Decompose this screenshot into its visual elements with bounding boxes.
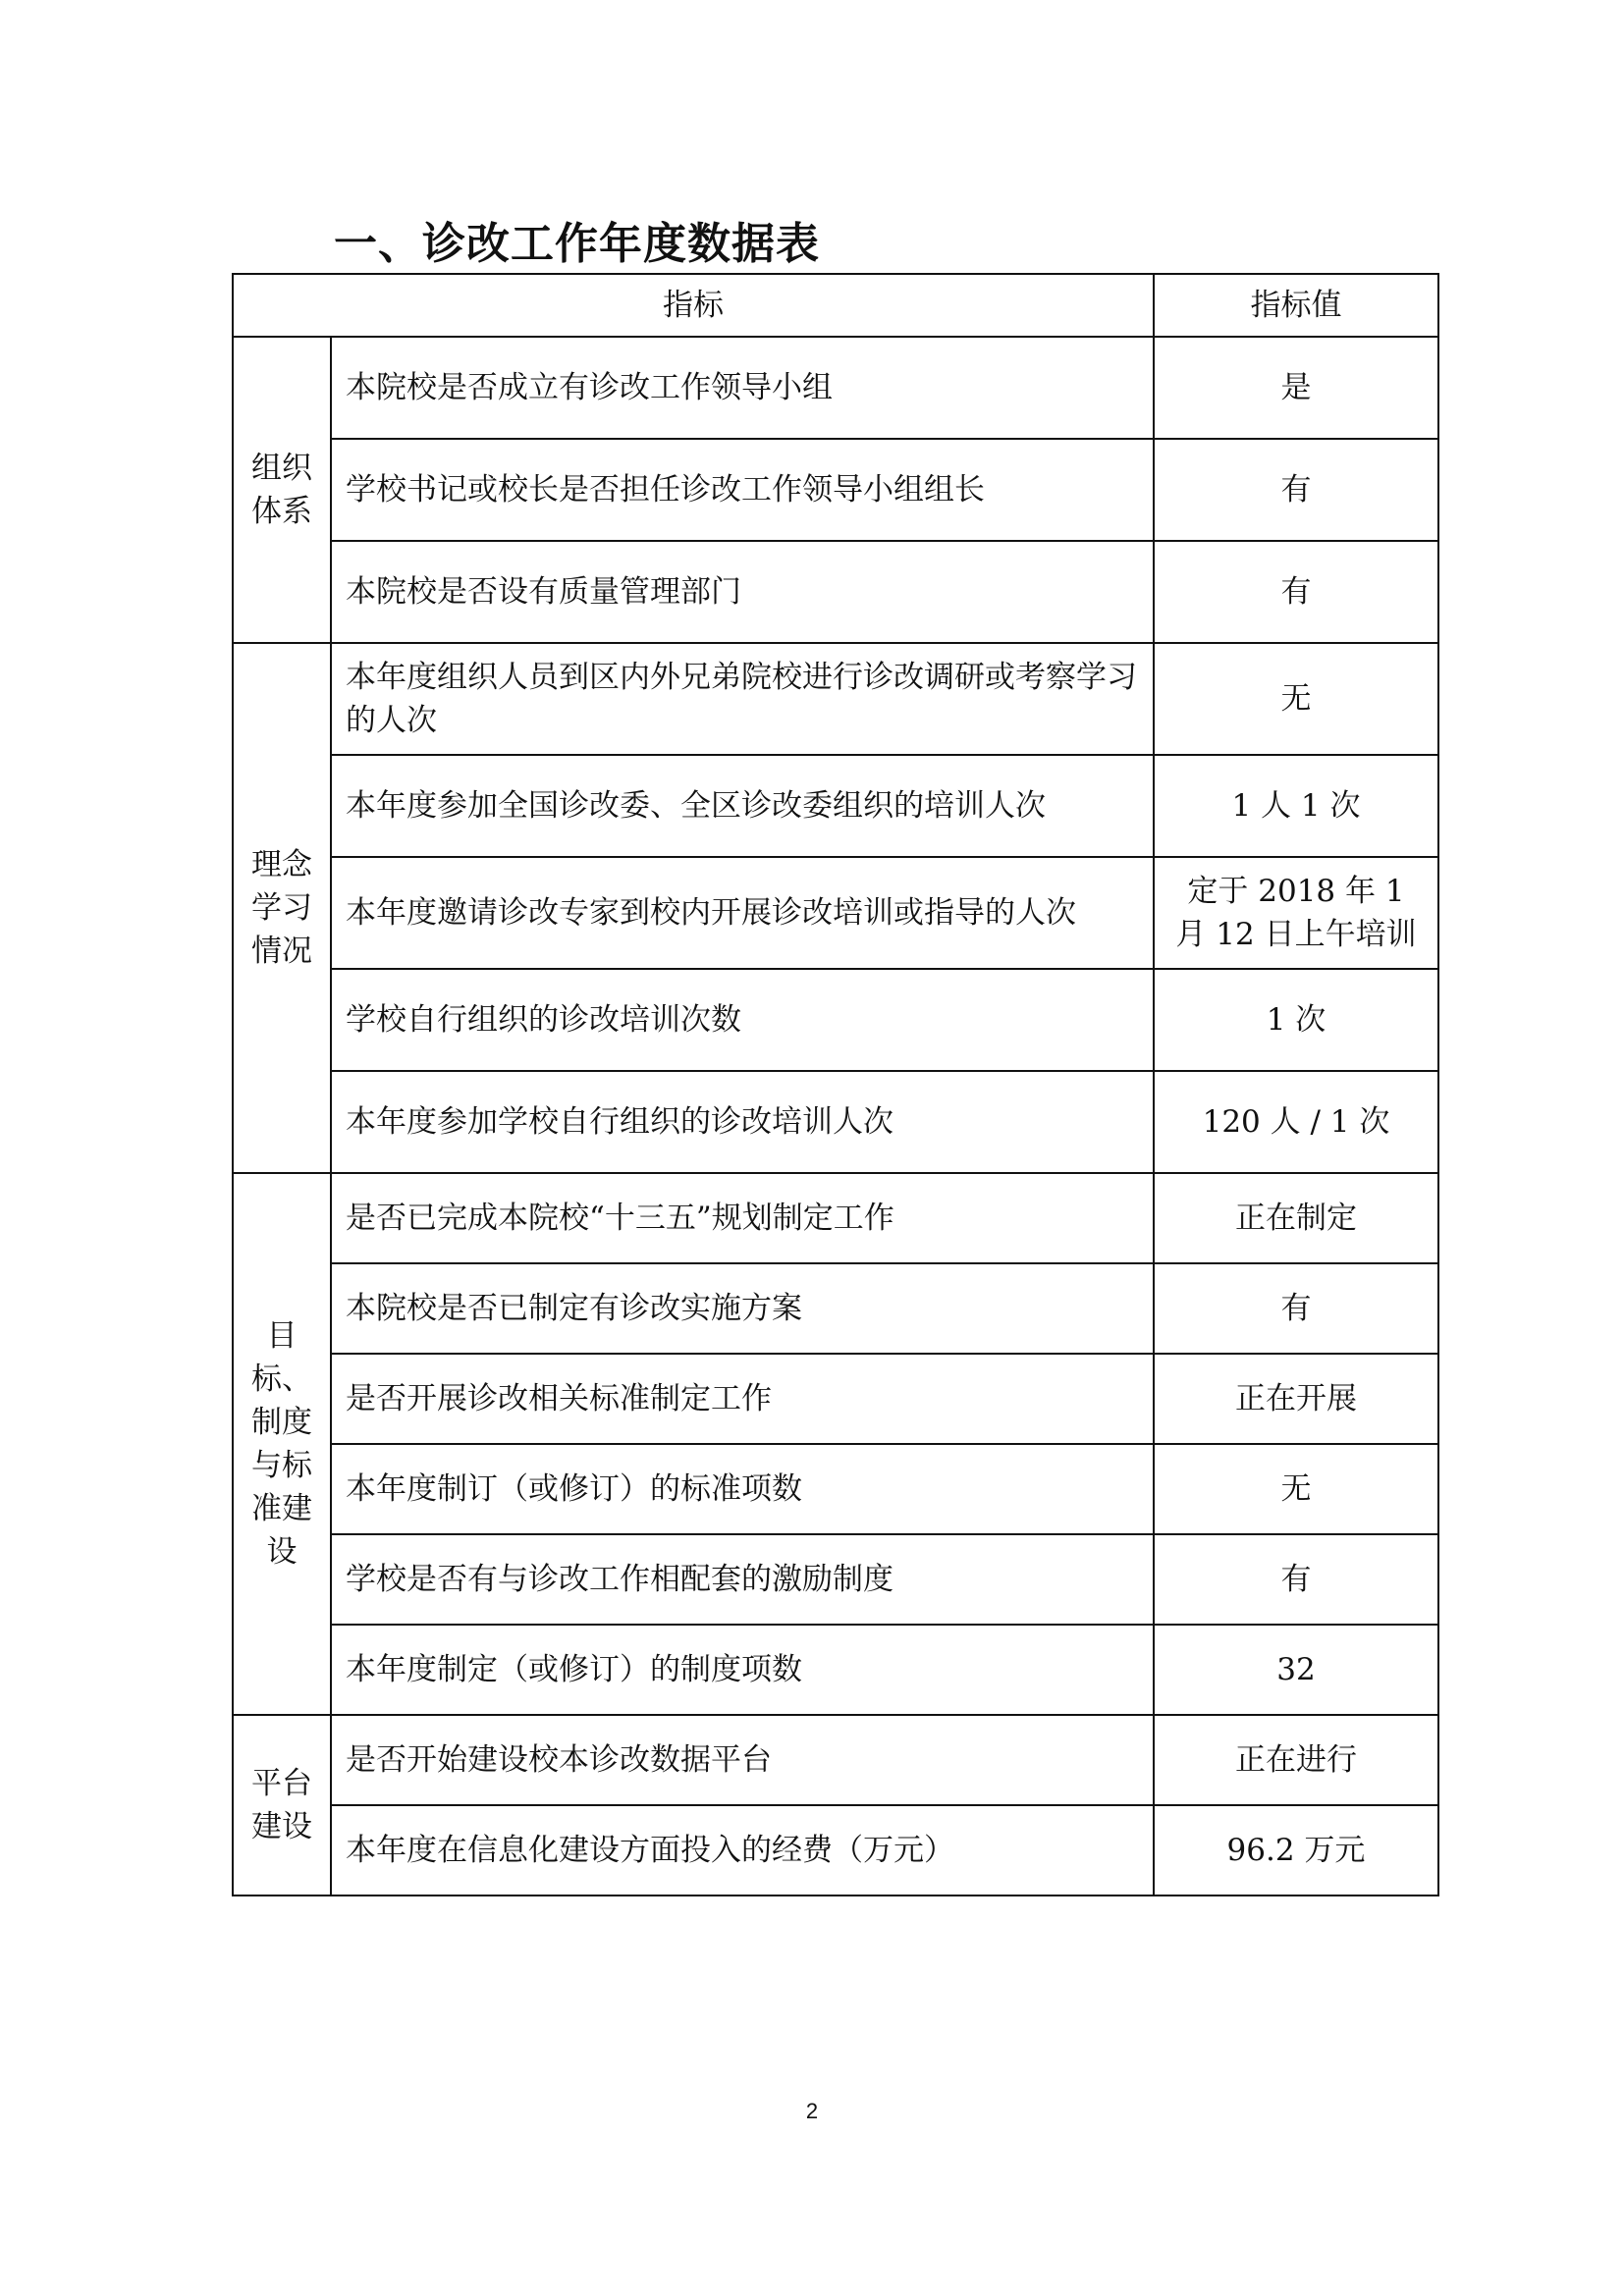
- table-row: [233, 439, 1438, 541]
- indicator-cell: 学校书记或校长是否担任诊改工作领导小组组长: [331, 439, 1154, 541]
- header-indicator: 指标: [233, 274, 1154, 337]
- value-cell: 32: [1154, 1625, 1438, 1715]
- value-cell: 120 人 / 1 次: [1154, 1071, 1438, 1173]
- indicator-cell: 是否开始建设校本诊改数据平台: [331, 1715, 1154, 1805]
- table-row: [233, 755, 1438, 857]
- value-cell: 1 人 1 次: [1154, 755, 1438, 857]
- table-row: [233, 1263, 1438, 1354]
- value-cell: 1 次: [1154, 969, 1438, 1071]
- indicator-cell: 本院校是否已制定有诊改实施方案: [331, 1263, 1154, 1354]
- indicator-cell: 本年度制订（或修订）的标准项数: [331, 1444, 1154, 1534]
- category-label: 理念学习情况: [251, 846, 312, 969]
- value-cell: 无: [1154, 643, 1438, 755]
- table-row: [233, 1173, 1438, 1263]
- table-row: [233, 337, 1438, 439]
- value-cell: 正在制定: [1154, 1173, 1438, 1263]
- value-cell: 有: [1154, 1534, 1438, 1625]
- value-cell: 无: [1154, 1444, 1438, 1534]
- indicator-cell: 本年度参加学校自行组织的诊改培训人次: [331, 1071, 1154, 1173]
- indicator-cell: 本年度组织人员到区内外兄弟院校进行诊改调研或考察学习的人次: [331, 643, 1154, 755]
- page-title: 一、诊改工作年度数据表: [334, 219, 820, 269]
- category-cell: [233, 643, 331, 1173]
- table-row: [233, 969, 1438, 1071]
- table-row: [233, 1805, 1438, 1896]
- page-number: 2: [805, 2099, 819, 2123]
- indicator-cell: 本院校是否设有质量管理部门: [331, 541, 1154, 643]
- table-header-row: [233, 274, 1438, 337]
- indicator-cell: 本年度在信息化建设方面投入的经费（万元）: [331, 1805, 1154, 1896]
- indicator-cell: 本年度制定（或修订）的制度项数: [331, 1625, 1154, 1715]
- table-row: [233, 857, 1438, 969]
- annual-data-table: [232, 273, 1439, 1896]
- table-row: [233, 1534, 1438, 1625]
- indicator-cell: 是否开展诊改相关标准制定工作: [331, 1354, 1154, 1444]
- indicator-cell: 学校是否有与诊改工作相配套的激励制度: [331, 1534, 1154, 1625]
- category-cell: [233, 337, 331, 643]
- value-cell: 定于 2018 年 1 月 12 日上午培训: [1154, 857, 1438, 969]
- indicator-cell: 本年度参加全国诊改委、全区诊改委组织的培训人次: [331, 755, 1154, 857]
- category-cell: [233, 1715, 331, 1896]
- category-label: 目标、制度与标准建设: [251, 1317, 312, 1571]
- indicator-cell: 是否已完成本院校“十三五”规划制定工作: [331, 1173, 1154, 1263]
- category-label: 组织体系: [251, 450, 312, 529]
- category-label: 平台建设: [251, 1765, 312, 1844]
- value-cell: 有: [1154, 439, 1438, 541]
- value-cell: 是: [1154, 337, 1438, 439]
- table-row: [233, 1444, 1438, 1534]
- table-row: [233, 1715, 1438, 1805]
- value-cell: 96.2 万元: [1154, 1805, 1438, 1896]
- category-cell: [233, 1173, 331, 1715]
- table-row: [233, 643, 1438, 755]
- value-cell: 有: [1154, 1263, 1438, 1354]
- table-row: [233, 1354, 1438, 1444]
- value-cell: 正在进行: [1154, 1715, 1438, 1805]
- value-cell: 有: [1154, 541, 1438, 643]
- indicator-cell: 本年度邀请诊改专家到校内开展诊改培训或指导的人次: [331, 857, 1154, 969]
- header-value: 指标值: [1154, 274, 1438, 337]
- value-cell: 正在开展: [1154, 1354, 1438, 1444]
- indicator-cell: 学校自行组织的诊改培训次数: [331, 969, 1154, 1071]
- table-row: [233, 1625, 1438, 1715]
- table-row: [233, 541, 1438, 643]
- table-row: [233, 1071, 1438, 1173]
- indicator-cell: 本院校是否成立有诊改工作领导小组: [331, 337, 1154, 439]
